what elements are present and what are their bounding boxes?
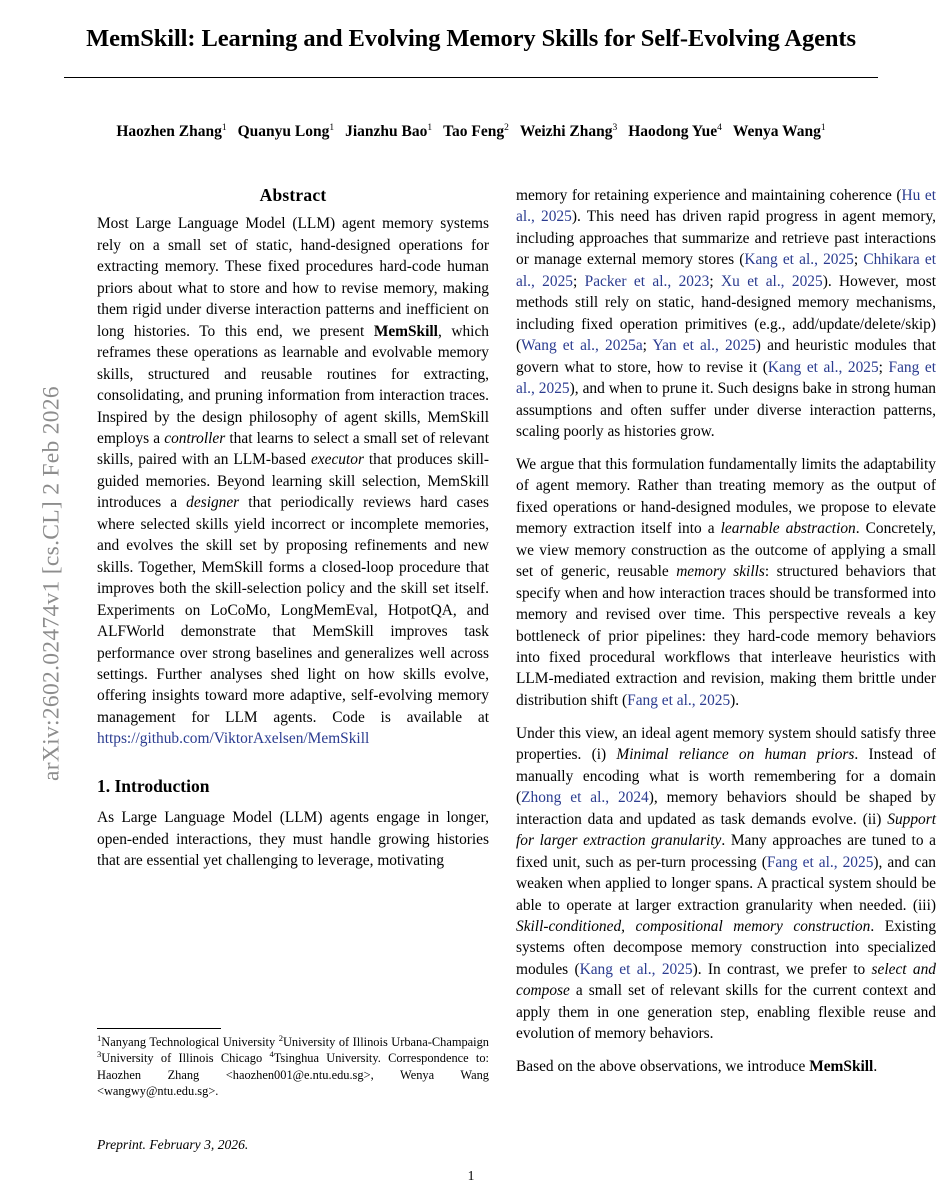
author-name: Haozhen Zhang — [116, 123, 222, 140]
author-name: Jianzhu Bao — [345, 123, 428, 140]
affiliation-3: University of Illinois Chicago — [101, 1051, 270, 1066]
footnote-block — [97, 1028, 489, 1099]
citation-link[interactable]: Fang et al., 2025 — [766, 853, 874, 871]
author-affiliation-marker: 1 — [221, 122, 227, 133]
author-entry — [520, 123, 617, 140]
affiliation-4-and-correspondence: Tsinghua University. Correspondence to: Haozhen Zhang <haozhen001@e.ntu.edu.sg>, Wenya Wang <wangwy@ntu.edu.sg>. — [97, 1051, 489, 1098]
author-name: Tao Feng — [443, 123, 505, 140]
affiliation-2: University of Illinois Urbana-Champaign — [282, 1035, 489, 1049]
text-segment: memory for retaining experience and maintaining coherence ( — [516, 187, 902, 204]
text-segment: Under this view, an ideal agent memory system should satisfy three properties. (i) — [516, 724, 936, 764]
citation-link[interactable]: Zhong et al., 2024 — [521, 789, 649, 807]
affiliations-text — [97, 1034, 489, 1099]
citation-link[interactable]: Fang et al., 2025 — [627, 691, 731, 709]
author-affiliation-marker: 1 — [329, 122, 335, 133]
author-list — [64, 122, 878, 142]
citation-link[interactable]: Hu et al., 2025 — [516, 187, 936, 226]
abstract-controller-emphasis: controller — [164, 429, 226, 447]
affiliation-marker-4: 4 — [269, 1049, 274, 1060]
section-heading-introduction: 1. Introduction — [97, 775, 210, 796]
author-entry — [345, 123, 432, 140]
text-segment: . Existing systems often decompose memory construction into specialized modules ( — [516, 917, 937, 978]
text-segment: ). In contrast, we prefer to — [692, 960, 872, 978]
emphasis-learnable-abstraction: learnable abstraction — [720, 520, 856, 538]
text-segment: . Many approaches are tuned to a fixed unit, such as per-turn processing ( — [516, 832, 937, 871]
abstract-body — [97, 213, 489, 749]
abstract-text-segment: that learns to select a small set of relevant skills, paired with an LLM-based — [97, 429, 489, 469]
arxiv-stamp: arXiv:2602.02474v1 [cs.CL] 2 Feb 2026 — [38, 386, 65, 781]
author-name: Wenya Wang — [732, 123, 821, 140]
text-segment: ; — [853, 251, 864, 269]
intro-paragraph-1: As Large Language Model (LLM) agents engage in longer, open-ended interactions, they must handle growing histories that are essential yet challenging to leverage, motivating — [97, 809, 489, 870]
author-entry — [628, 123, 722, 140]
citation-link[interactable]: Kang et al., 2025 — [579, 960, 693, 978]
preprint-note: Preprint. February 3, 2026. — [97, 1137, 249, 1152]
author-affiliation-marker: 1 — [820, 122, 826, 133]
text-segment: ). — [730, 691, 740, 709]
text-segment: a small set of relevant skills for the current context and apply them in one generation step, enabling flexible reuse and evolution of memory behaviors. — [516, 982, 936, 1043]
abstract-text-segment: that produces skill-guided memories. Beyond learning skill selection, MemSkill introduces a — [97, 451, 489, 512]
affiliation-1: Nanyang Technological University — [101, 1035, 279, 1049]
memskill-bold: MemSkill — [809, 1058, 874, 1076]
abstract-text-segment: , which reframes these operations as learnable and evolvable memory skills, structured and reusable routines for extracting, consolidating, and pruning information from interaction traces. Inspired by the design philosophy of agent skills, MemSkill employs a — [97, 322, 489, 447]
abstract-executor-emphasis: executor — [310, 451, 364, 469]
author-entry — [238, 123, 335, 140]
citation-link[interactable]: Yan et al., 2025 — [652, 337, 756, 355]
text-segment: ). However, most methods still rely on static, hand-designed memory mechanisms, including fixed operation primitives (e.g., add/update/delete/skip) ( — [516, 272, 936, 355]
citation-link[interactable]: Xu et al., 2025 — [721, 272, 823, 290]
page-number: 1 — [467, 1168, 475, 1183]
text-segment: ) and heuristic modules that govern what to store, how to revise it ( — [516, 337, 936, 376]
author-affiliation-marker: 1 — [427, 122, 433, 133]
text-segment: . — [873, 1058, 878, 1076]
abstract-designer-emphasis: designer — [186, 494, 240, 512]
author-affiliation-marker: 4 — [717, 122, 722, 133]
author-entry — [443, 123, 509, 140]
left-column — [97, 185, 489, 872]
emphasis-property-ii: Support for larger extraction granularity — [516, 810, 936, 850]
text-segment: ; — [642, 337, 653, 355]
emphasis-select-and-compose: select and compose — [516, 960, 936, 1000]
footnote-divider — [97, 1028, 221, 1029]
citation-link[interactable]: Packer et al., 2023 — [584, 272, 710, 290]
emphasis-memory-skills: memory skills — [676, 563, 765, 581]
emphasis-property-iii: Skill-conditioned, compositional memory construction — [516, 917, 871, 935]
author-affiliation-marker: 2 — [504, 122, 509, 133]
emphasis-property-i: Minimal reliance on human priors — [616, 746, 855, 764]
citation-link[interactable]: Fang et al., 2025 — [516, 358, 936, 398]
affiliation-marker-1: 1 — [97, 1032, 102, 1043]
citation-link[interactable]: Kang et al., 2025 — [767, 358, 879, 376]
text-segment: . Concretely, we view memory construction as the outcome of applying a small set of generic, reusable — [516, 520, 937, 581]
citation-link[interactable]: Chhikara et al., 2025 — [516, 251, 936, 290]
text-segment: ; — [878, 358, 889, 376]
right-paragraph-2 — [516, 454, 936, 711]
affiliation-marker-3: 3 — [97, 1049, 102, 1060]
text-segment: We argue that this formulation fundamentally limits the adaptability of agent memory. Rather than treating memory as the output of fixed operations or hand-designed modules, we propose to elevate memory extraction itself into a — [516, 455, 936, 538]
text-segment: : structured behaviors that specify when and how interaction traces should be transformed into memory and revised over time. This perspective reveals a key bottleneck of prior pipelines: they hard-code memory behaviors into fixed procedural workflows that interleave heuristics with LLM-mediated extraction and revision, making them brittle under distribution shift ( — [516, 563, 936, 709]
author-affiliation-marker: 3 — [612, 122, 618, 133]
right-paragraph-3 — [516, 723, 936, 1045]
author-entry — [116, 123, 226, 140]
citation-link[interactable]: Kang et al., 2025 — [744, 251, 854, 269]
text-segment: ). This need has driven rapid progress in agent memory, including approaches that summarize and retrieve past interactions or manage external memory stores ( — [516, 208, 936, 269]
author-name: Quanyu Long — [237, 123, 330, 140]
text-segment: ), and can weaken when applied to longer spans. A practical system should be able to operate at larger extraction granularity when needed. (iii) — [516, 853, 936, 914]
right-column — [516, 185, 936, 1078]
citation-link[interactable]: Wang et al., 2025a — [521, 337, 643, 355]
author-entry — [733, 123, 826, 140]
author-name: Weizhi Zhang — [519, 123, 613, 140]
title-block — [64, 24, 878, 78]
abstract-heading: Abstract — [259, 185, 327, 205]
page-title: MemSkill: Learning and Evolving Memory Skills for Self-Evolving Agents — [86, 25, 856, 52]
code-repository-link[interactable]: https://github.com/ViktorAxelsen/MemSkill — [97, 730, 370, 748]
text-segment: Based on the above observations, we introduce — [516, 1058, 810, 1076]
text-segment: ), memory behaviors should be shaped by interaction data and updated as task demands evolve. (ii) — [516, 789, 936, 828]
abstract-memskill-bold: MemSkill — [373, 322, 438, 340]
right-paragraph-4 — [516, 1056, 936, 1077]
author-name: Haodong Yue — [628, 123, 718, 140]
abstract-text-segment: that periodically reviews hard cases where selected skills yield incorrect or incomplete memories, and evolves the skill set by proposing refinements and new skills. Together, MemSkill forms a closed-loop procedure that improves both the skill-selection policy and the skill set itself. Experiments on LoCoMo, LongMemEval, HotpotQA, and ALFWorld demonstrate that MemSkill improves task performance over strong baselines and generalizes well across settings. Further analyses shed light on how skills evolve, offering insights toward more adaptive, self-evolving memory management for LLM agents. Code is available at — [97, 494, 489, 726]
text-segment: ), and when to prune it. Such designs bake in strong human assumptions and often suffer under diverse interaction patterns, scaling poorly as histories grow. — [516, 380, 936, 440]
text-segment: ; — [572, 272, 585, 290]
abstract-text-segment: Most Large Language Model (LLM) agent memory systems rely on a small set of static, hand-designed operations for extracting memory. These fixed procedures hard-code human priors about what to store and how to revise memory, making them rigid under diverse interaction patterns and inefficient on long histories. To this end, we present — [97, 215, 489, 340]
text-segment: ; — [709, 272, 722, 290]
text-segment: . Instead of manually encoding what is worth remembering for a domain ( — [516, 746, 936, 807]
title-divider — [64, 77, 878, 78]
right-paragraph-1 — [516, 185, 936, 442]
affiliation-marker-2: 2 — [278, 1032, 283, 1043]
